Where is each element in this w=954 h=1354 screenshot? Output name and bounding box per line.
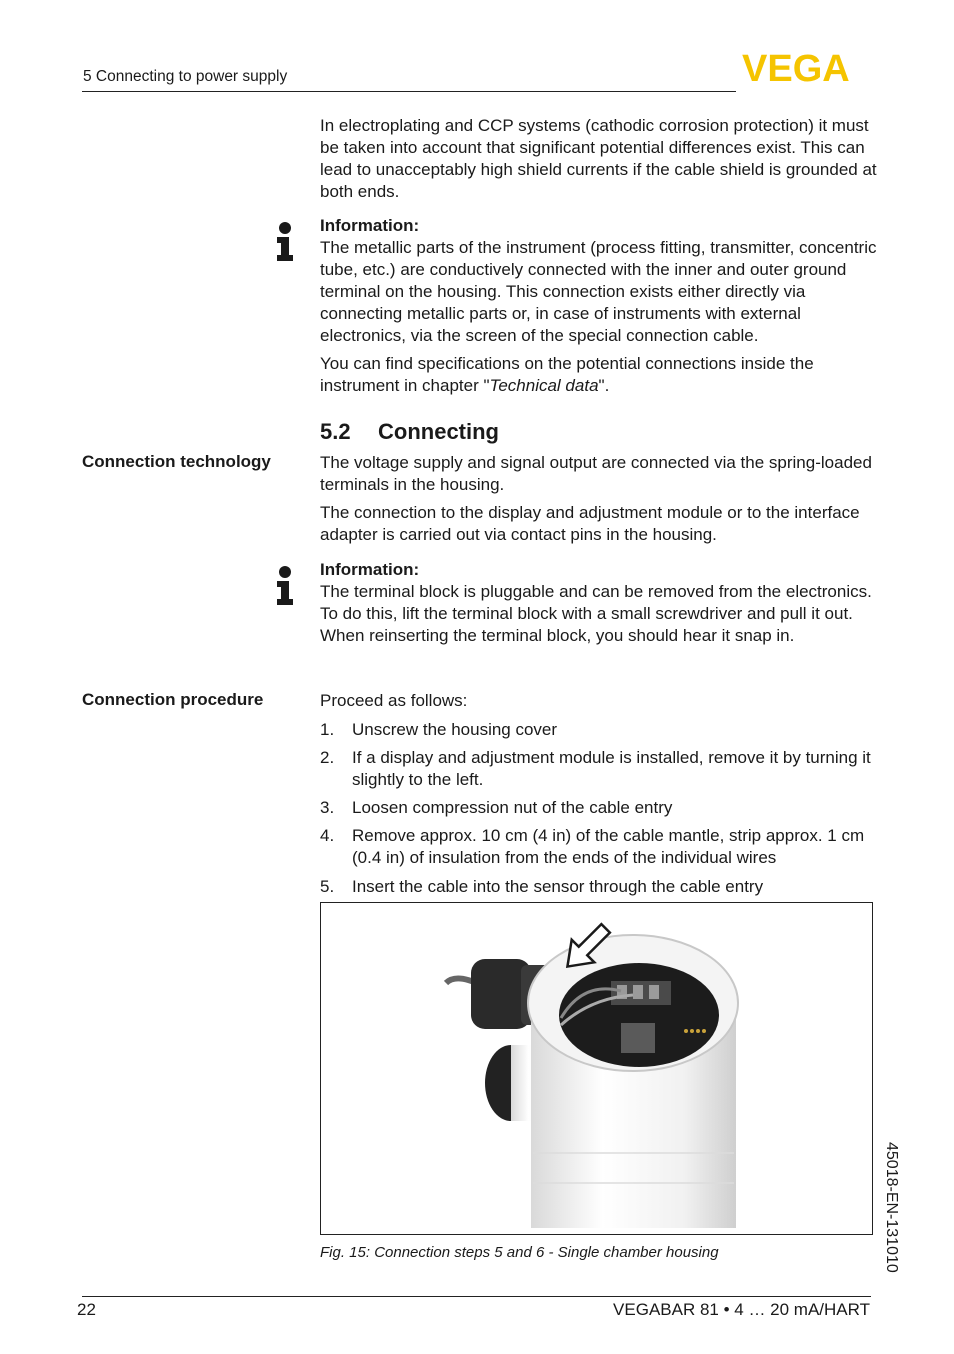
housing-illustration	[321, 903, 872, 1234]
intro-paragraph: In electroplating and CCP systems (cathodic corrosion protection) it must be taken into account that significant potential differences exist. This can lead to unacceptably high shield currents if the cable shield is grounded at both ends.	[320, 116, 877, 201]
info-text: The metallic parts of the instrument (process fitting, transmitter, concentric tube, etc.) are conductively connected with the inner and outer ground terminal on the housing. This connection exists either directly via connecting metallic parts or, in case of instruments with external electronics, via the screen of the special connection cable.	[320, 238, 877, 345]
connection-technology-para1: The voltage supply and signal output are connected via the spring-loaded terminals in the housing.	[320, 453, 872, 494]
information-icon	[272, 565, 298, 607]
procedure-step: 1. Unscrew the housing cover	[320, 720, 558, 739]
info-text: The terminal block is pluggable and can be removed from the electronics. To do this, lift the terminal block with a small screwdriver and pull it out. When reinserting the terminal block, you should hear it snap in.	[320, 582, 872, 645]
figure-caption: Fig. 15: Connection steps 5 and 6 - Single chamber housing	[320, 1244, 719, 1261]
spec-text-after: ".	[598, 376, 610, 395]
document-number: 45018-EN-131010	[883, 1142, 900, 1273]
logo-text: VEGA	[742, 50, 850, 84]
information-icon	[272, 221, 298, 263]
procedure-step: 2. If a display and adjustment module is installed, remove it by turning it slightly to the left.	[320, 748, 871, 789]
vega-logo	[742, 50, 872, 84]
header-divider	[82, 91, 736, 92]
footer-product: VEGABAR 81 • 4 … 20 mA/HART	[613, 1300, 870, 1319]
procedure-intro: Proceed as follows:	[320, 691, 468, 710]
running-header: 5 Connecting to power supply	[83, 68, 288, 85]
section-title: Connecting	[378, 419, 499, 444]
info-block-1	[320, 215, 880, 397]
info-block-2	[320, 559, 880, 647]
procedure-step: 4. Remove approx. 10 cm (4 in) of the cable mantle, strip approx. 1 cm (0.4 in) of insulation from the ends of the individual wires	[320, 826, 865, 867]
info-title: Information:	[320, 216, 420, 235]
spec-chapter-link: Technical data	[489, 376, 599, 395]
footer-divider	[82, 1296, 871, 1297]
spec-text-before: You can find specifications on the potential connections inside the instrument in chapter "	[320, 354, 814, 395]
connection-procedure-label: Connection procedure	[82, 690, 264, 709]
connection-technology-para2: The connection to the display and adjustment module or to the interface adapter is carried out via contact pins in the housing.	[320, 503, 860, 544]
figure-connection-housing	[320, 902, 873, 1235]
connection-technology-label: Connection technology	[82, 452, 271, 471]
info-title: Information:	[320, 560, 420, 579]
section-heading	[320, 419, 499, 445]
spec-reference	[320, 353, 880, 397]
procedure-step: 5. Insert the cable into the sensor through the cable entry	[320, 877, 764, 896]
page-number: 22	[77, 1300, 96, 1319]
procedure-step: 3. Loosen compression nut of the cable entry	[320, 798, 673, 817]
section-number: 5.2	[320, 419, 351, 444]
